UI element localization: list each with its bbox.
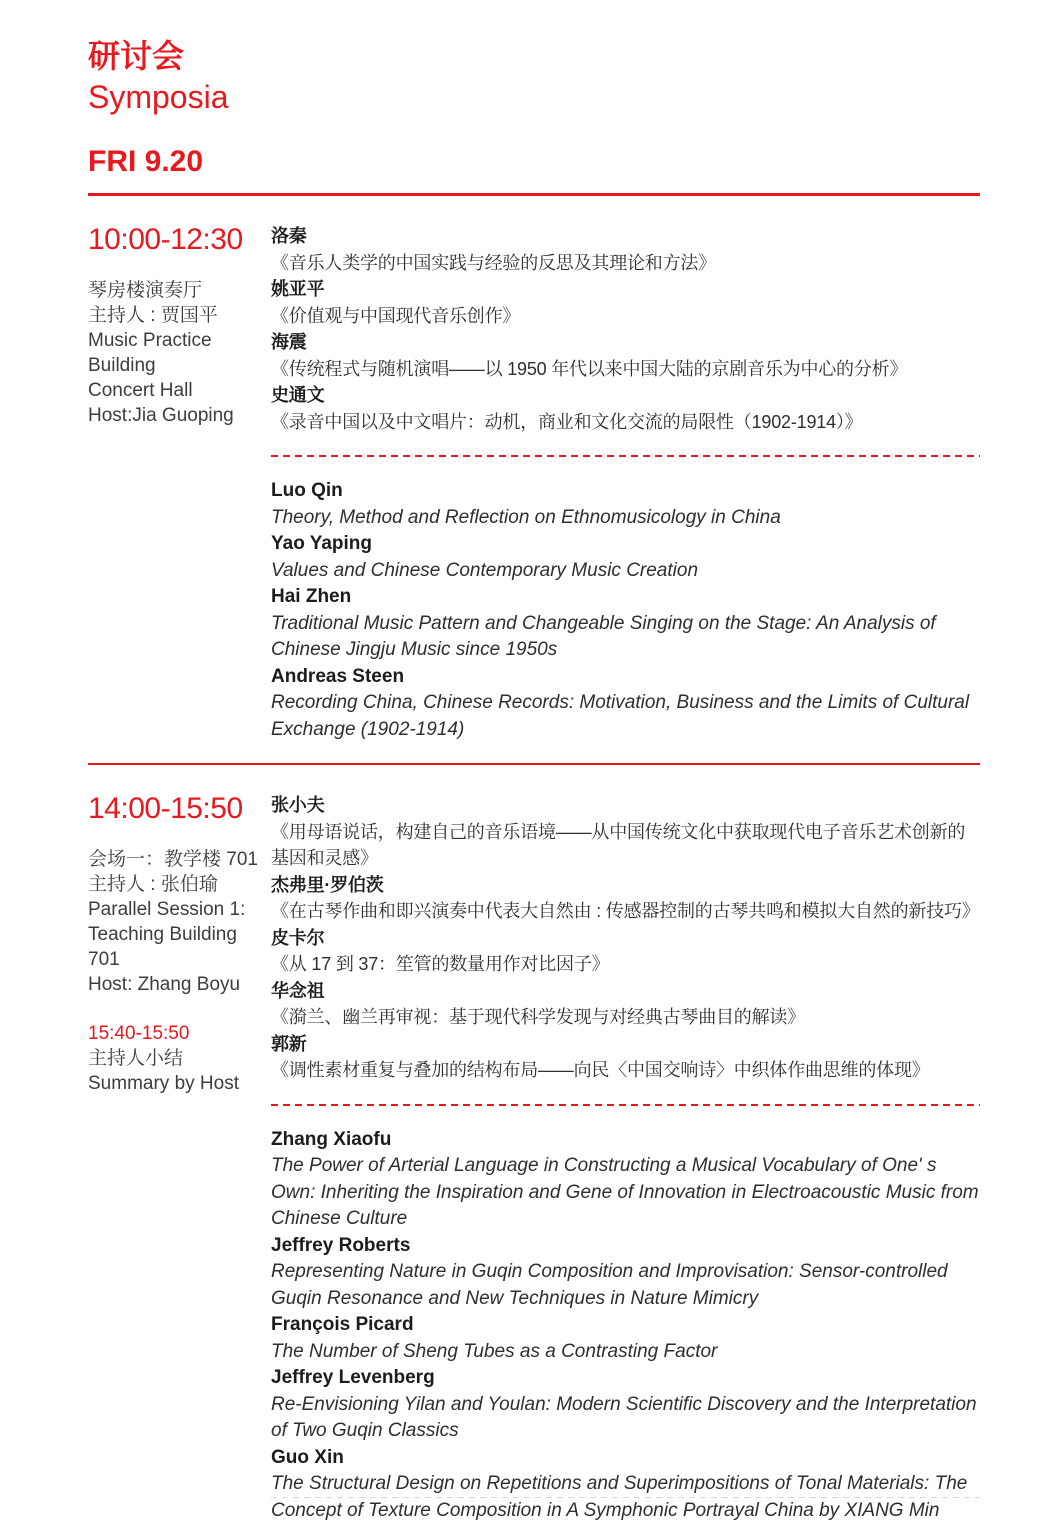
paper-title-zh: 《用母语说话，构建自己的音乐语境——从中国传统文化中获取现代电子音乐艺术创新的基因和灵感》 — [271, 819, 980, 872]
session-meta-line: 701 — [88, 947, 271, 972]
summary-line: Summary by Host — [88, 1071, 271, 1096]
paper-title-en: Recording China, Chinese Records: Motivation, Business and the Limits of Cultural Exchange (1902-1914) — [271, 690, 980, 743]
session-1-left-column — [88, 223, 271, 428]
paper-title-zh: 《调性素材重复与叠加的结构布局——向民〈中国交响诗〉中织体作曲思维的体现》 — [271, 1057, 980, 1084]
program-entry — [271, 664, 980, 744]
program-entry — [271, 1365, 980, 1445]
session-2-right-column — [271, 792, 980, 1524]
section-divider-dashed — [271, 455, 980, 457]
program-entry — [271, 792, 980, 872]
program-entry — [271, 478, 980, 531]
program-entry — [271, 276, 980, 329]
paper-title-en: Values and Chinese Contemporary Music Creation — [271, 558, 980, 585]
speaker-name-en: Zhang Xiaofu — [271, 1127, 980, 1154]
session-1-right-column — [271, 223, 980, 743]
speaker-name-zh: 华念祖 — [271, 978, 980, 1005]
paper-title-en: Traditional Music Pattern and Changeable Singing on the Stage: An Analysis of Chinese Jingju Music since 1950s — [271, 611, 980, 664]
speaker-name-en: Guo Xin — [271, 1445, 980, 1472]
program-entry — [271, 382, 980, 435]
speaker-name-en: Jeffrey Roberts — [271, 1233, 980, 1260]
session-1-time: 10:00-12:30 — [88, 223, 271, 257]
session-meta-line: Building — [88, 353, 271, 378]
session-meta-line: Parallel Session 1: — [88, 897, 271, 922]
program-entry — [271, 584, 980, 664]
session-meta-line: Music Practice — [88, 328, 271, 353]
paper-title-en: Representing Nature in Guqin Composition and Improvisation: Sensor-controlled Guqin Resonance and New Techniques in Nature Mimicry — [271, 1259, 980, 1312]
session-meta-line: 琴房楼演奏厅 — [88, 278, 271, 303]
session-meta-line: 主持人 : 张伯瑜 — [88, 872, 271, 897]
session-1-chinese-program — [271, 223, 980, 435]
speaker-name-zh: 洛秦 — [271, 223, 980, 250]
session-block-1 — [88, 223, 980, 743]
program-entry — [271, 1031, 980, 1084]
program-entry — [271, 1233, 980, 1313]
speaker-name-zh: 皮卡尔 — [271, 925, 980, 952]
paper-title-en: Theory, Method and Reflection on Ethnomusicology in China — [271, 505, 980, 532]
header-rule — [88, 193, 980, 196]
session-meta-line: Concert Hall — [88, 378, 271, 403]
program-entry — [271, 1312, 980, 1365]
program-entry — [271, 1445, 980, 1524]
session-2-left-column — [88, 792, 271, 1096]
program-entry — [271, 978, 980, 1031]
speaker-name-zh: 张小夫 — [271, 792, 980, 819]
summary-line: 主持人小结 — [88, 1046, 271, 1071]
session-meta-line: Host:Jia Guoping — [88, 403, 271, 428]
session-1-english-program — [271, 478, 980, 743]
session-block-2 — [88, 792, 980, 1524]
paper-title-zh: 《录音中国以及中文唱片：动机，商业和文化交流的局限性（1902-1914）》 — [271, 409, 980, 436]
paper-title-zh: 《在古琴作曲和即兴演奏中代表大自然由 : 传感器控制的古琴共鸣和模拟大自然的新技巧》 — [271, 898, 980, 925]
speaker-name-zh: 姚亚平 — [271, 276, 980, 303]
paper-title-zh: 《从 17 到 37：笙管的数量用作对比因子》 — [271, 951, 980, 978]
speaker-name-zh: 郭新 — [271, 1031, 980, 1058]
session-1-meta — [88, 278, 271, 428]
session-2-chinese-program — [271, 792, 980, 1084]
program-entry — [271, 1127, 980, 1233]
session-meta-line: 主持人 : 贾国平 — [88, 303, 271, 328]
speaker-name-en: Hai Zhen — [271, 584, 980, 611]
program-entry — [271, 925, 980, 978]
speaker-name-en: François Picard — [271, 1312, 980, 1339]
section-divider-dashed — [271, 1104, 980, 1106]
paper-title-en: The Number of Sheng Tubes as a Contrasting Factor — [271, 1339, 980, 1366]
paper-title-zh: 《漪兰、幽兰再审视：基于现代科学发现与对经典古琴曲目的解读》 — [271, 1004, 980, 1031]
page-title-en: Symposia — [88, 77, 980, 118]
program-entry — [271, 329, 980, 382]
speaker-name-en: Jeffrey Levenberg — [271, 1365, 980, 1392]
speaker-name-zh: 海震 — [271, 329, 980, 356]
page-title-zh: 研讨会 — [88, 36, 980, 77]
session-separator-rule — [88, 763, 980, 765]
session-meta-line: Teaching Building — [88, 922, 271, 947]
program-entry — [271, 872, 980, 925]
session-meta-line: 会场一：教学楼 701 — [88, 847, 271, 872]
paper-title-zh: 《传统程式与随机演唱——以 1950 年代以来中国大陆的京剧音乐为中心的分析》 — [271, 356, 980, 383]
paper-title-en: The Power of Arterial Language in Constructing a Musical Vocabulary of One' s Own: Inheriting the Inspiration and Gene of Innovation in Electroacoustic Music from Chinese Culture — [271, 1153, 980, 1233]
page-bottom-divider — [271, 1497, 980, 1498]
paper-title-zh: 《音乐人类学的中国实践与经验的反思及其理论和方法》 — [271, 250, 980, 277]
speaker-name-en: Yao Yaping — [271, 531, 980, 558]
session-2-english-program — [271, 1127, 980, 1524]
session-2-summary-block — [88, 1021, 271, 1096]
session-meta-line: Host: Zhang Boyu — [88, 972, 271, 997]
summary-time: 15:40-15:50 — [88, 1021, 271, 1046]
session-2-meta — [88, 847, 271, 997]
speaker-name-zh: 杰弗里·罗伯茨 — [271, 872, 980, 899]
paper-title-zh: 《价值观与中国现代音乐创作》 — [271, 303, 980, 330]
speaker-name-en: Luo Qin — [271, 478, 980, 505]
paper-title-en: Re-Envisioning Yilan and Youlan: Modern Scientific Discovery and the Interpretation of Two Guqin Classics — [271, 1392, 980, 1445]
speaker-name-zh: 史通文 — [271, 382, 980, 409]
date-heading: FRI 9.20 — [88, 145, 980, 179]
page-header — [88, 36, 980, 196]
program-entry — [271, 223, 980, 276]
paper-title-en: The Structural Design on Repetitions and Superimpositions of Tonal Materials: The Concept of Texture Composition in A Symphonic Portrayal China by XIANG Min — [271, 1471, 980, 1524]
speaker-name-en: Andreas Steen — [271, 664, 980, 691]
program-entry — [271, 531, 980, 584]
session-2-time: 14:00-15:50 — [88, 792, 271, 826]
